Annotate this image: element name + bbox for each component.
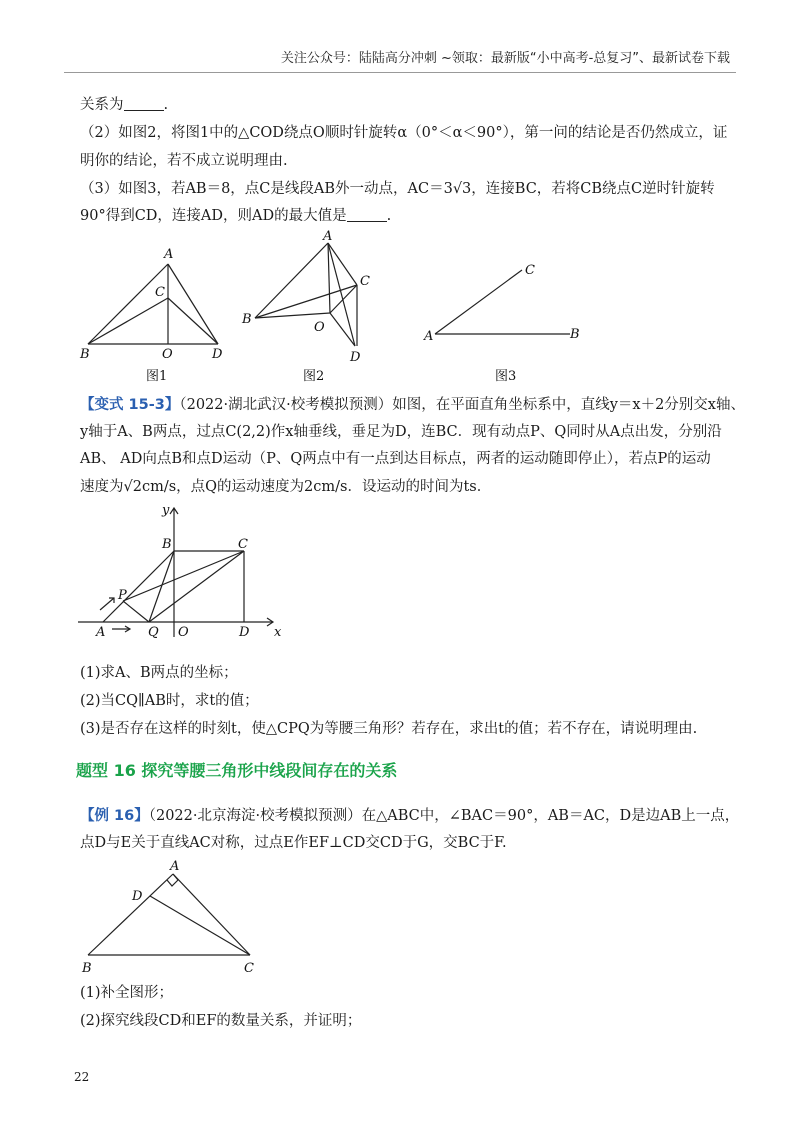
triangle-figure bbox=[78, 856, 278, 980]
graph-label-d: D bbox=[239, 625, 250, 640]
fig2-label-d: D bbox=[350, 350, 361, 365]
fig1-label-a: A bbox=[164, 247, 174, 262]
text-line: y轴于A、B两点，过点C(2,2)作x轴垂线，垂足为D，连BC．现有动点P、Q同时从A点出发，分别沿 bbox=[80, 424, 722, 440]
answer-blank bbox=[124, 96, 164, 111]
tri-label-c: C bbox=[244, 961, 254, 976]
text-line: 点D与E关于直线AC对称，过点E作EF⊥CD交CD于G，交BC于F. bbox=[80, 835, 507, 851]
fig2-label-c: C bbox=[360, 274, 370, 289]
axis-label-x: x bbox=[274, 625, 282, 640]
text-line: 【变式 15-3】（2022·湖北武汉·校考模拟预测）如图，在平面直角坐标系中，直线y＝x＋2分别交x轴、 bbox=[80, 397, 745, 413]
fig2-caption: 图2 bbox=[303, 369, 325, 384]
text-line: (2)探究线段CD和EF的数量关系，并证明； bbox=[80, 1013, 362, 1029]
text-line: 90°得到CD，连接AD，则AD的最大值是 . bbox=[80, 208, 392, 224]
header-rule bbox=[64, 72, 736, 73]
graph-label-o: O bbox=[178, 625, 189, 640]
section-title: 题型 16 探究等腰三角形中线段间存在的关系 bbox=[76, 761, 398, 780]
figures-top bbox=[70, 228, 590, 388]
figure-3 bbox=[435, 270, 570, 334]
variant-tag: 【变式 15-3】 bbox=[80, 397, 180, 413]
fig2-label-b: B bbox=[242, 312, 252, 327]
answer-blank bbox=[347, 207, 387, 222]
text-line: 关系为 . bbox=[80, 97, 169, 113]
tri-label-b: B bbox=[82, 961, 92, 976]
fig3-label-c: C bbox=[525, 263, 535, 278]
fig1-label-c: C bbox=[155, 285, 165, 300]
text-line: 【例 16】（2022·北京海淀·校考模拟预测）在△ABC中，∠BAC＝90°，AB＝AC，D是边AB上一点， bbox=[80, 808, 740, 824]
fig1-label-d: D bbox=[212, 347, 223, 362]
fig3-caption: 图3 bbox=[495, 369, 517, 384]
page-header: 关注公众号：陆陆高分冲刺 ~领取：最新版“小中高考-总复习”、最新试卷下载 bbox=[280, 51, 730, 66]
fig2-label-a: A bbox=[323, 229, 333, 244]
figure-1 bbox=[88, 264, 218, 344]
tri-label-a: A bbox=[170, 859, 180, 874]
text-line: （2）如图2，将图1中的△COD绕点O顺时针旋转α（0°＜α＜90°），第一问的结论是否仍然成立，证 bbox=[80, 125, 728, 141]
graph-label-a: A bbox=[96, 625, 106, 640]
text-line: (1)求A、B两点的坐标； bbox=[80, 665, 238, 681]
fig3-label-b: B bbox=[570, 327, 580, 342]
fig3-label-a: A bbox=[424, 329, 434, 344]
example-tag: 【例 16】 bbox=[80, 808, 149, 824]
page-number: 22 bbox=[74, 1070, 90, 1084]
text-line: （3）如图3，若AB＝8，点C是线段AB外一动点，AC＝3√3，连接BC，若将CB绕点C逆时针旋转 bbox=[80, 181, 715, 197]
text-line: 明你的结论，若不成立说明理由. bbox=[80, 153, 288, 169]
tri-label-d: D bbox=[132, 889, 143, 904]
figure-2 bbox=[255, 243, 357, 346]
text-line: (2)当CQ∥AB时，求t的值； bbox=[80, 693, 259, 709]
fig1-label-b: B bbox=[80, 347, 90, 362]
graph-label-q: Q bbox=[148, 625, 159, 640]
text-line: 速度为√2cm/s，点Q的运动速度为2cm/s．设运动的时间为ts． bbox=[80, 479, 492, 495]
fig2-label-o: O bbox=[314, 320, 325, 335]
graph-label-b: B bbox=[162, 537, 172, 552]
fig1-caption: 图1 bbox=[146, 369, 168, 384]
coordinate-graph bbox=[78, 502, 298, 642]
text-line: (1)补全图形； bbox=[80, 985, 174, 1001]
fig1-label-o: O bbox=[162, 347, 173, 362]
text-line: AB、 AD向点B和点D运动（P、Q两点中有一点到达目标点，两者的运动随即停止），若点P的运动 bbox=[80, 451, 711, 467]
text-line: (3)是否存在这样的时刻t，使△CPQ为等腰三角形？若存在，求出t的值；若不存在，请说明理由. bbox=[80, 721, 698, 737]
graph-label-c: C bbox=[238, 537, 248, 552]
axis-label-y: y bbox=[162, 503, 170, 518]
graph-label-p: P bbox=[118, 588, 127, 603]
